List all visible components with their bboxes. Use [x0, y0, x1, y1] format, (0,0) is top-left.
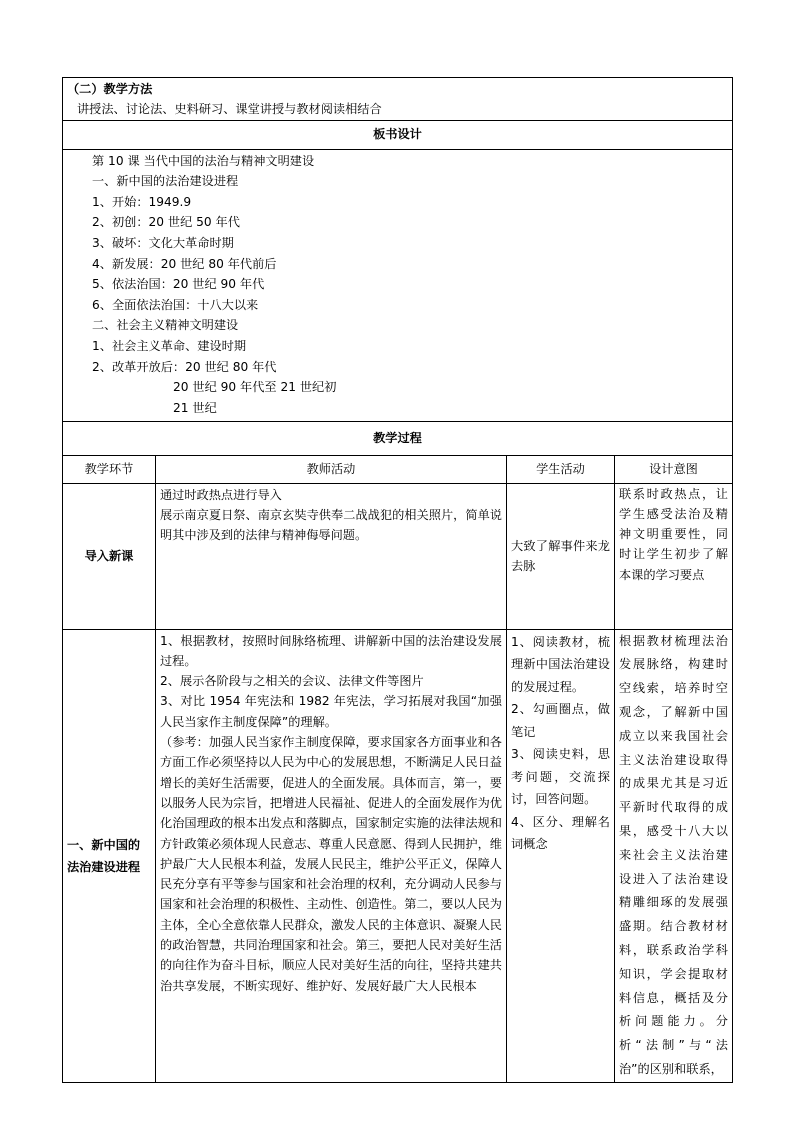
process-heading: 教学过程	[63, 421, 733, 455]
process-heading-row	[63, 421, 733, 455]
board-line: 6、全面依法治国：十八大以来	[92, 297, 259, 312]
board-content-row	[63, 149, 733, 421]
student-activity-line: 2、勾画圈点，做笔记	[511, 702, 610, 739]
design-intent-text: 联系时政热点，让学生感受法治及精神文明重要性，同时让学生初步了解本课的学习要点	[619, 486, 728, 582]
board-sub-line: 21 世纪	[173, 400, 217, 415]
process-row-intro	[63, 483, 733, 629]
teaching-method-row	[63, 78, 733, 121]
column-header-stage: 教学环节	[63, 455, 156, 483]
student-activity-line: 1、阅读教材，梳理新中国法治建设的发展过程。	[511, 634, 610, 694]
board-line: 2、初创：20 世纪 50 年代	[92, 215, 240, 230]
board-line: 5、依法治国：20 世纪 90 年代	[92, 277, 265, 292]
column-header-intent: 设计意图	[615, 455, 733, 483]
board-heading-row	[63, 120, 733, 149]
teacher-activity-line: 展示南京夏日祭、南京玄奘寺供奉二战战犯的相关照片，简单说明其中涉及到的法律与精神侮辱问题。	[160, 507, 502, 543]
board-line: 3、破坏：文化大革命时期	[92, 235, 234, 250]
stage-legal-development: 一、新中国的法治建设进程	[63, 629, 156, 1082]
board-line: 1、社会主义革命、建设时期	[92, 338, 247, 353]
teaching-method-heading: （二）教学方法	[67, 82, 153, 96]
board-heading: 板书设计	[63, 120, 733, 149]
teacher-activity-line: 1、根据教材，按照时间脉络梳理、讲解新中国的法治建设发展过程。	[160, 633, 502, 668]
board-line: 二、社会主义精神文明建设	[92, 318, 239, 333]
board-line: 4、新发展：20 世纪 80 年代前后	[92, 256, 277, 271]
teacher-activity-line: （参考：加强人民当家作主制度保障，要求国家各方面事业和各方面工作必须坚持以人民为中心的发展思想，不断满足人民日益增长的美好生活需要，促进人的全面发展。具体而言，第一，要以服务人民为宗旨，把增进人民福祉、促进人的全面发展作为优化治国理政的根本出发点和落脚点，国家制定实施的法律法规和方针政策必须体现人民意志、尊重人民意愿、得到人民拥护，维护最广大人民根本利益，发展人民民主，维护公平正义，保障人民充分享有平等参与国家和社会治理的权利，充分调动人民参与国家和社会治理的积极性、主动性、创造性。第二，要以人民为主体，全心全意依靠人民群众，激发人民的主体意识、凝聚人民的政治智慧，共同治理国家和社会。第三，要把人民对美好生活的向往作为奋斗目标，顺应人民对美好生活的向往，坚持共建共治共享发展，不断实现好、维护好、发展好最广大人民根本	[160, 735, 502, 993]
student-activity-line: 4、区分、理解名词概念	[511, 814, 610, 852]
teacher-activity-line: 3、对比 1954 年宪法和 1982 年宪法，学习拓展对我国“加强人民当家作主制度保障”的理解。	[160, 694, 502, 729]
stage-intro: 导入新课	[63, 483, 156, 629]
teacher-activity-line: 通过时政热点进行导入	[160, 487, 282, 502]
column-header-student: 学生活动	[507, 455, 615, 483]
column-header-teacher: 教师活动	[156, 455, 507, 483]
student-activity-line: 3、阅读史料，思考问题，交流探讨，回答问题。	[511, 747, 610, 807]
board-sub-line: 20 世纪 90 年代至 21 世纪初	[173, 380, 337, 395]
lesson-plan-table	[62, 77, 733, 1083]
process-column-header-row	[63, 455, 733, 483]
student-activity-line: 大致了解事件来龙去脉	[511, 538, 610, 574]
board-line: 2、改革开放后：20 世纪 80 年代	[92, 359, 277, 374]
board-line: 1、开始：1949.9	[92, 194, 192, 209]
teaching-method-text: 讲授法、讨论法、史料研习、课堂讲授与教材阅读相结合	[77, 102, 382, 117]
teacher-activity-line: 2、展示各阶段与之相关的会议、法律文件等图片	[160, 674, 424, 689]
board-line: 第 10 课 当代中国的法治与精神文明建设	[92, 153, 315, 168]
board-line: 一、新中国的法治建设进程	[92, 174, 239, 189]
design-intent-text: 根据教材梳理法治发展脉络，构建时空线索，培养时空观念，了解新中国成立以来我国社会主义法治建设取得的成果尤其是习近平新时代取得的成果，感受十八大以来社会主义法治建设进入了法治建设精雕细琢的发展强盛期。结合教材材料，联系政治学科知识，学会提取材料信息，概括及分析问题能力。分析“法制”与“法治”的区别和联系，	[619, 633, 728, 1076]
process-row-legal-development	[63, 629, 733, 1082]
